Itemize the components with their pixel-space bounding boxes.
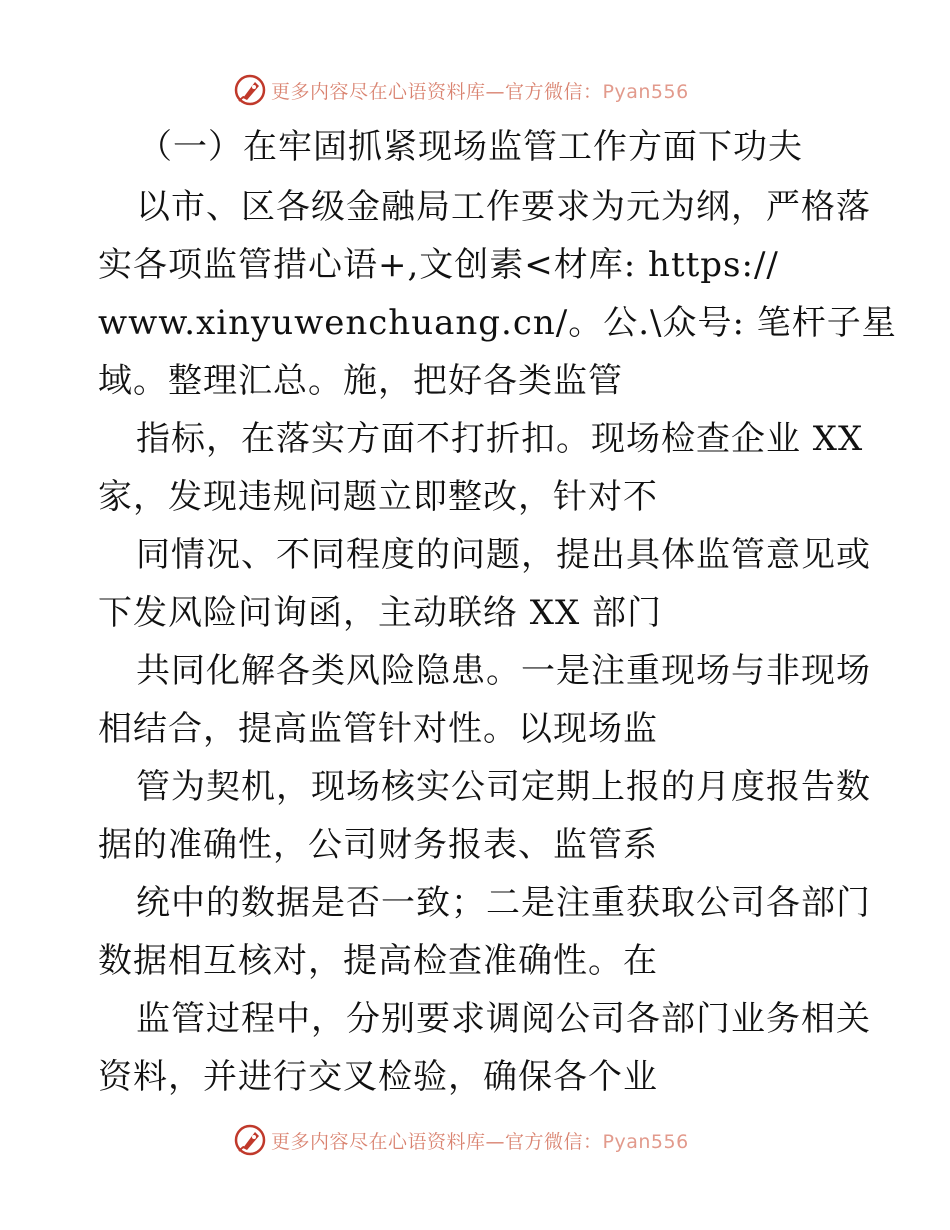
paragraph-line: 资料，并进行交叉检验，确保各个业 — [98, 1057, 658, 1097]
paragraph-line: 管为契机，现场核实公司定期上报的月度报告数 — [136, 767, 871, 807]
paragraph-line: 下发风险问询函，主动联络 XX 部门 — [98, 593, 663, 633]
watermark-wechat-id: Pyan556 — [602, 80, 689, 103]
watermark-wechat-id: Pyan556 — [602, 1130, 689, 1153]
paragraph-line: 家，发现违规问题立即整改，针对不 — [98, 477, 658, 517]
paragraph-line: www.xinyuwenchuang.cn/。公.\众号: 笔杆子星 — [98, 303, 897, 343]
paragraph-line: 统中的数据是否一致；二是注重获取公司各部门 — [136, 883, 871, 923]
paragraph-line: 共同化解各类风险隐患。一是注重现场与非现场 — [136, 651, 871, 691]
watermark-footer — [233, 1122, 689, 1158]
pen-nib-logo-icon — [233, 73, 267, 107]
paragraph-line: 据的准确性，公司财务报表、监管系 — [98, 825, 658, 865]
pen-nib-logo-icon — [233, 1123, 267, 1157]
paragraph-line: 同情况、不同程度的问题，提出具体监管意见或 — [136, 535, 871, 575]
paragraph-line: 监管过程中，分别要求调阅公司各部门业务相关 — [136, 999, 871, 1039]
watermark-text: 更多内容尽在心语资料库—官方微信：Pyan556 — [271, 80, 689, 103]
watermark-text: 更多内容尽在心语资料库—官方微信：Pyan556 — [271, 1130, 689, 1153]
paragraph-line: 域。整理汇总。施，把好各类监管 — [98, 361, 623, 401]
paragraph-line: 以市、区各级金融局工作要求为元为纲，严格落 — [136, 187, 871, 227]
paragraph-line: 实各项监管措心语+,文创素<材库: https:// — [98, 245, 779, 285]
paragraph-line: 数据相互核对，提高检查准确性。在 — [98, 941, 658, 981]
paragraph-line: 相结合，提高监管针对性。以现场监 — [98, 709, 658, 749]
watermark-header — [233, 72, 689, 108]
paragraph-line: 指标，在落实方面不打折扣。现场检查企业 XX — [136, 419, 864, 459]
section-heading: （一）在牢固抓紧现场监管工作方面下功夫 — [138, 127, 803, 167]
